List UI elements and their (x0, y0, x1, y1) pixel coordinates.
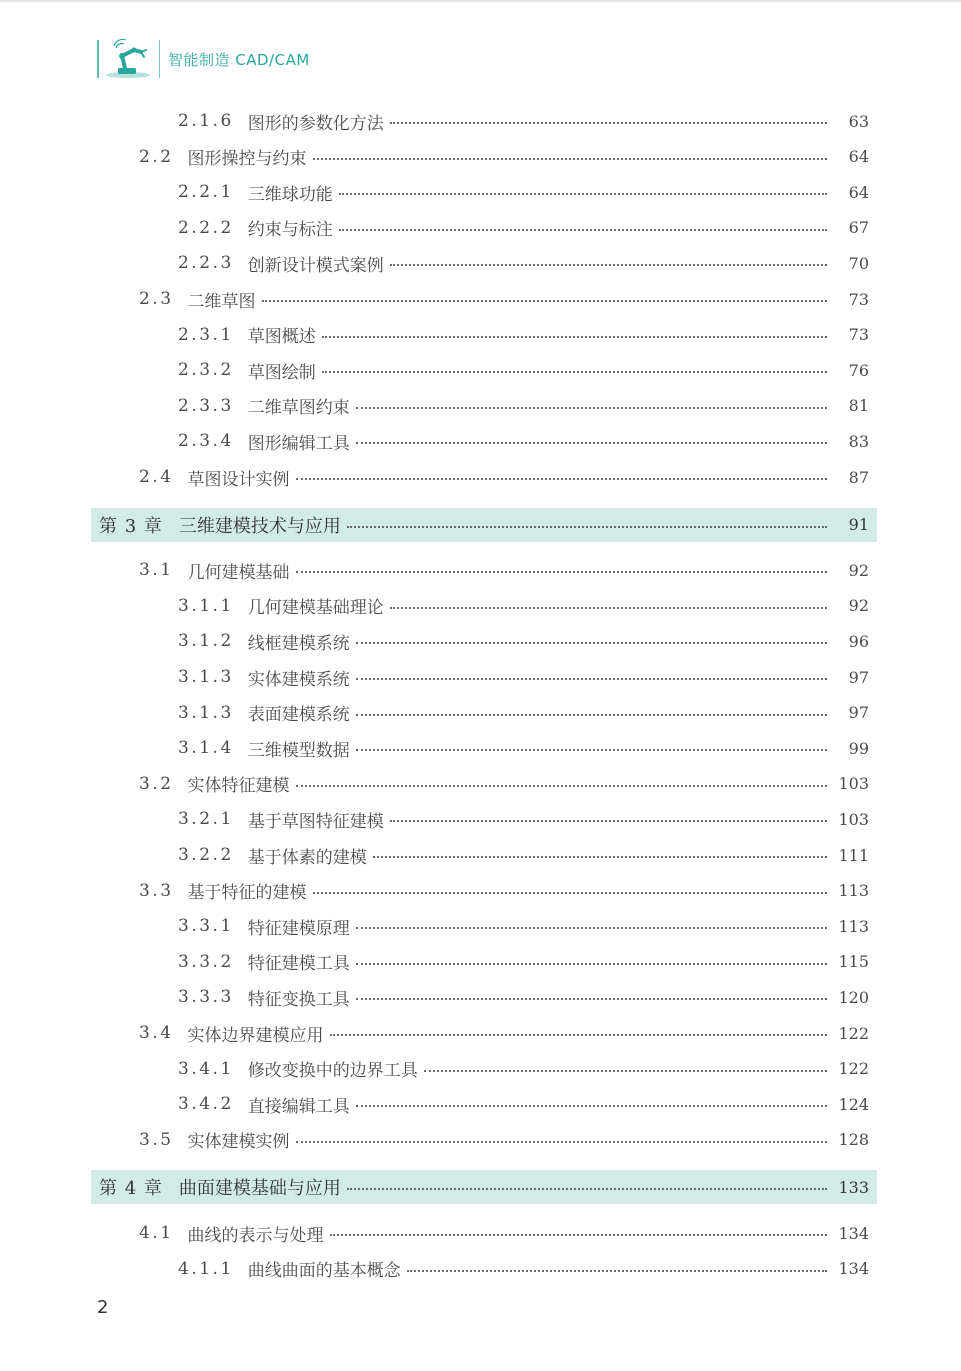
toc-title: 图形编辑工具 (247, 433, 350, 454)
toc-title: 二维草图约束 (247, 398, 350, 419)
dot-leader (356, 442, 827, 444)
toc-number: 3.4.2 (178, 1094, 234, 1115)
dot-leader (313, 892, 827, 894)
toc-page-number: 83 (848, 431, 869, 451)
toc-title: 草图设计实例 (187, 469, 290, 490)
toc-section-row (0, 285, 961, 313)
toc-chapter-row (91, 508, 877, 542)
toc-page-number: 133 (838, 1177, 869, 1197)
toc-section-row (0, 1219, 961, 1247)
toc-page-number: 97 (848, 667, 869, 687)
toc-subsection-row (0, 983, 961, 1011)
toc-number: 第 4 章 (99, 1178, 163, 1200)
toc-title: 图形的参数化方法 (247, 113, 384, 134)
toc-title: 曲面建模基础与应用 (178, 1178, 341, 1200)
toc-page-number: 76 (848, 360, 869, 380)
toc-subsection-row (0, 734, 961, 762)
toc-subsection-row (0, 592, 961, 620)
toc-title: 三维模型数据 (247, 740, 350, 761)
dot-leader (356, 749, 827, 751)
toc-page-number: 115 (838, 952, 869, 972)
toc-page-number: 91 (848, 515, 869, 535)
toc-page-number: 122 (838, 1059, 869, 1079)
toc-number: 2.2.2 (178, 217, 234, 238)
toc-number: 2.1.6 (178, 111, 234, 131)
toc-number: 3.5 (139, 1129, 174, 1150)
toc-title: 实体建模实例 (187, 1132, 290, 1153)
toc-number: 2.4 (139, 467, 174, 487)
toc-page-number: 81 (848, 396, 869, 416)
toc-subsection-row (0, 107, 961, 135)
toc-page-number: 103 (838, 774, 869, 794)
toc-number: 3.3 (139, 880, 174, 901)
toc-title: 实体特征建模 (187, 776, 290, 797)
toc-chapter-row (91, 1170, 877, 1204)
toc-title: 特征建模工具 (247, 954, 350, 975)
toc-page-number: 64 (848, 182, 869, 202)
toc-section-row (0, 770, 961, 798)
toc-page-number: 111 (838, 845, 869, 865)
toc-number: 2.2.1 (178, 182, 234, 203)
toc-title: 特征变换工具 (247, 989, 350, 1010)
dot-leader (313, 158, 827, 160)
toc-title: 基于草图特征建模 (247, 811, 384, 832)
toc-subsection-row (0, 356, 961, 384)
toc-number: 第 3 章 (99, 515, 163, 537)
toc-number: 3.1.2 (178, 631, 234, 652)
dot-leader (356, 927, 827, 929)
dot-leader (424, 1070, 827, 1072)
toc-title: 图形操控与约束 (187, 149, 307, 170)
toc-number: 3.3.1 (178, 916, 234, 937)
toc-page-number: 113 (838, 916, 869, 936)
toc-subsection-row (0, 427, 961, 455)
book-title: 智能制造 CAD/CAM (168, 50, 310, 69)
toc-page-number: 63 (848, 111, 869, 131)
toc-section-row (0, 143, 961, 171)
toc-title: 基于体素的建模 (247, 847, 367, 868)
toc-subsection-row (0, 392, 961, 420)
toc-subsection-row (0, 1090, 961, 1118)
toc-title: 几何建模基础理论 (247, 598, 384, 619)
toc-subsection-row (0, 912, 961, 940)
dot-leader (296, 1141, 827, 1143)
toc-number: 3.2 (139, 773, 174, 794)
toc-number: 3.3.2 (178, 951, 234, 972)
dot-leader (407, 1270, 827, 1272)
dot-leader (356, 1105, 827, 1107)
toc-page-number: 73 (848, 325, 869, 345)
page-number: 2 (97, 1297, 109, 1318)
dot-leader (356, 642, 827, 644)
toc-title: 线框建模系统 (247, 633, 350, 654)
toc-number: 3.1.4 (178, 738, 234, 759)
toc-subsection-row (0, 321, 961, 349)
dot-leader (322, 371, 827, 373)
dot-leader (390, 122, 827, 124)
toc-title: 实体建模系统 (247, 669, 350, 690)
dot-leader (262, 300, 827, 302)
toc-title: 三维球功能 (247, 184, 333, 205)
dot-leader (356, 678, 827, 680)
toc-title: 基于特征的建模 (187, 883, 307, 904)
toc-number: 2.3.2 (178, 360, 234, 381)
robot-arm-logo-icon (96, 38, 160, 80)
toc-subsection-row (0, 214, 961, 242)
toc-page-number: 64 (848, 147, 869, 167)
toc-title: 二维草图 (187, 291, 256, 312)
toc-number: 3.1.1 (178, 595, 234, 616)
dot-leader (330, 1234, 827, 1236)
toc-subsection-row (0, 627, 961, 655)
toc-title: 特征建模原理 (247, 918, 350, 939)
toc-section-row (0, 877, 961, 905)
toc-page-number: 70 (848, 253, 869, 273)
toc-number: 4.1.1 (178, 1258, 234, 1279)
dot-leader (390, 820, 827, 822)
toc-section-row (0, 556, 961, 584)
toc-section-row (0, 1019, 961, 1047)
toc-page-number: 92 (848, 560, 869, 580)
toc-page-number: 92 (848, 596, 869, 616)
toc-subsection-row (0, 178, 961, 206)
toc-page-number: 99 (848, 738, 869, 758)
toc-subsection-row (0, 699, 961, 727)
toc-subsection-row (0, 948, 961, 976)
toc-page-number: 134 (838, 1259, 869, 1279)
dot-leader (390, 264, 827, 266)
toc-page-number: 113 (838, 881, 869, 901)
toc-number: 2.3.1 (178, 324, 234, 345)
toc-page-number: 73 (848, 289, 869, 309)
toc-page-number: 124 (838, 1094, 869, 1114)
dot-leader (373, 856, 827, 858)
dot-leader (390, 607, 827, 609)
toc-title: 几何建模基础 (187, 562, 290, 583)
toc-page-number: 120 (838, 987, 869, 1007)
toc-number: 3.2.1 (178, 809, 234, 830)
toc-title: 修改变换中的边界工具 (247, 1061, 418, 1082)
toc-number: 3.1.3 (178, 702, 234, 723)
running-header (96, 38, 310, 80)
toc-number: 3.4 (139, 1023, 174, 1043)
toc-page-number: 103 (838, 809, 869, 829)
toc-title: 曲线的表示与处理 (187, 1225, 324, 1246)
toc-number: 2.3.3 (178, 395, 234, 416)
dot-leader (347, 526, 827, 528)
toc-number: 3.3.3 (178, 987, 234, 1008)
dot-leader (322, 336, 827, 338)
toc-title: 创新设计模式案例 (247, 255, 384, 276)
toc-title: 约束与标注 (247, 220, 333, 241)
top-rule (0, 0, 961, 2)
toc-subsection-row (0, 1055, 961, 1083)
toc-subsection-row (0, 805, 961, 833)
toc-page-number: 134 (838, 1223, 869, 1243)
toc-number: 4.1 (139, 1223, 174, 1243)
toc-subsection-row (0, 1255, 961, 1283)
toc-page-number: 67 (848, 218, 869, 238)
toc-number: 3.1.3 (178, 667, 234, 687)
toc-number: 2.2 (139, 146, 174, 167)
dot-leader (296, 785, 827, 787)
toc-title: 三维建模技术与应用 (178, 515, 341, 537)
dot-leader (339, 229, 827, 231)
toc-title: 实体边界建模应用 (187, 1025, 324, 1046)
dot-leader (347, 1188, 827, 1190)
dot-leader (296, 571, 827, 573)
toc-title: 直接编辑工具 (247, 1096, 350, 1117)
toc-title: 曲线曲面的基本概念 (247, 1261, 401, 1282)
dot-leader (339, 193, 827, 195)
toc-number: 3.4.1 (178, 1058, 234, 1079)
toc-number: 2.3 (139, 289, 174, 309)
dot-leader (356, 714, 827, 716)
toc-title: 草图绘制 (247, 362, 316, 383)
toc-section-row (0, 1126, 961, 1154)
dot-leader (296, 478, 827, 480)
toc-section-row (0, 463, 961, 491)
toc-number: 2.3.4 (178, 431, 234, 452)
toc-title: 草图概述 (247, 327, 316, 348)
toc-page-number: 128 (838, 1130, 869, 1150)
toc-title: 表面建模系统 (247, 705, 350, 726)
toc-number: 3.2.2 (178, 845, 234, 865)
toc-page-number: 87 (848, 467, 869, 487)
toc-subsection-row (0, 841, 961, 869)
toc-subsection-row (0, 663, 961, 691)
toc-number: 2.2.3 (178, 253, 234, 274)
toc-number: 3.1 (139, 560, 174, 581)
dot-leader (356, 998, 827, 1000)
toc-page-number: 122 (838, 1023, 869, 1043)
toc-page-number: 96 (848, 631, 869, 651)
dot-leader (356, 963, 827, 965)
dot-leader (356, 407, 827, 409)
dot-leader (330, 1034, 827, 1036)
toc-subsection-row (0, 249, 961, 277)
toc-page-number: 97 (848, 703, 869, 723)
